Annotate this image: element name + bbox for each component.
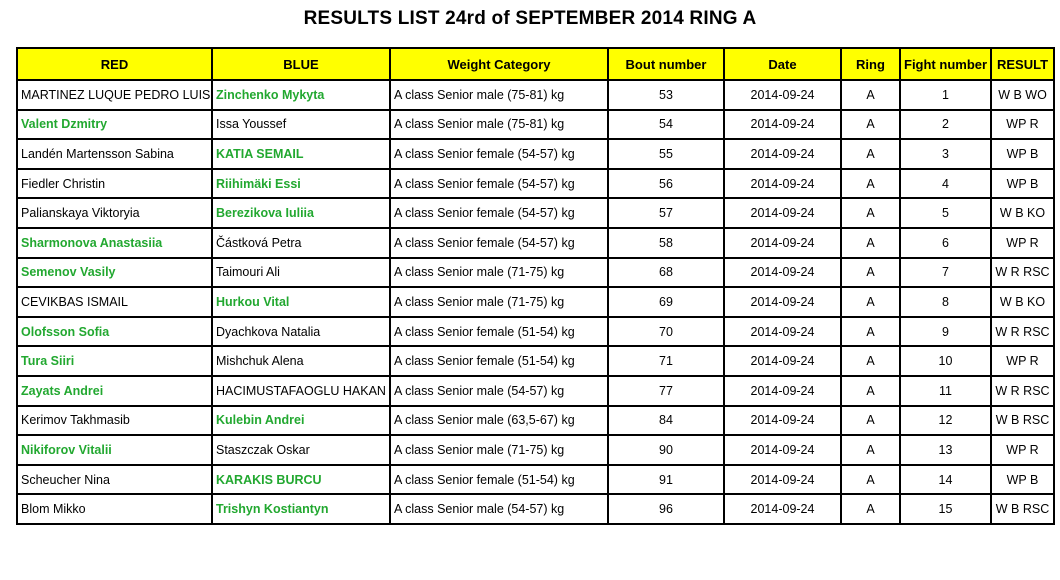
table-row [17,465,1054,495]
table-row [17,494,1054,524]
red-corner-cell: MARTINEZ LUQUE PEDRO LUIS [17,80,212,110]
column-header-result: RESULT [991,48,1054,80]
red-corner-cell: Scheucher Nina [17,465,212,495]
red-corner-cell: Nikiforov Vitalii [17,435,212,465]
blue-corner-cell: Dyachkova Natalia [212,317,390,347]
result-cell: WP R [991,228,1054,258]
blue-corner-cell: Taimouri Ali [212,258,390,288]
red-corner-cell: Blom Mikko [17,494,212,524]
fight-number-cell: 1 [900,80,991,110]
date-cell: 2014-09-24 [724,258,841,288]
weight-category-cell: A class Senior female (54-57) kg [390,228,608,258]
fight-number-cell: 3 [900,139,991,169]
bout-number-cell: 70 [608,317,724,347]
result-cell: WP R [991,346,1054,376]
blue-corner-cell: Trishyn Kostiantyn [212,494,390,524]
ring-cell: A [841,110,900,140]
date-cell: 2014-09-24 [724,139,841,169]
ring-cell: A [841,139,900,169]
weight-category-cell: A class Senior male (54-57) kg [390,376,608,406]
column-header-blue: BLUE [212,48,390,80]
bout-number-cell: 91 [608,465,724,495]
date-cell: 2014-09-24 [724,198,841,228]
result-cell: WP R [991,110,1054,140]
table-row [17,376,1054,406]
table-row [17,80,1054,110]
date-cell: 2014-09-24 [724,80,841,110]
red-corner-cell: CEVIKBAS ISMAIL [17,287,212,317]
weight-category-cell: A class Senior female (54-57) kg [390,139,608,169]
bout-number-cell: 58 [608,228,724,258]
table-row [17,258,1054,288]
date-cell: 2014-09-24 [724,494,841,524]
date-cell: 2014-09-24 [724,287,841,317]
ring-cell: A [841,376,900,406]
bout-number-cell: 57 [608,198,724,228]
ring-cell: A [841,346,900,376]
date-cell: 2014-09-24 [724,346,841,376]
bout-number-cell: 96 [608,494,724,524]
bout-number-cell: 69 [608,287,724,317]
weight-category-cell: A class Senior male (71-75) kg [390,435,608,465]
table-row [17,406,1054,436]
red-corner-cell: Sharmonova Anastasiia [17,228,212,258]
bout-number-cell: 54 [608,110,724,140]
table-row [17,110,1054,140]
ring-cell: A [841,198,900,228]
table-row [17,228,1054,258]
blue-corner-cell: Zinchenko Mykyta [212,80,390,110]
date-cell: 2014-09-24 [724,317,841,347]
date-cell: 2014-09-24 [724,376,841,406]
result-cell: WP B [991,139,1054,169]
date-cell: 2014-09-24 [724,228,841,258]
weight-category-cell: A class Senior male (71-75) kg [390,258,608,288]
fight-number-cell: 7 [900,258,991,288]
fight-number-cell: 9 [900,317,991,347]
weight-category-cell: A class Senior female (51-54) kg [390,465,608,495]
ring-cell: A [841,435,900,465]
ring-cell: A [841,228,900,258]
ring-cell: A [841,494,900,524]
ring-cell: A [841,169,900,199]
blue-corner-cell: Částková Petra [212,228,390,258]
blue-corner-cell: KARAKIS BURCU [212,465,390,495]
blue-corner-cell: Riihimäki Essi [212,169,390,199]
bout-number-cell: 55 [608,139,724,169]
blue-corner-cell: KATIA SEMAIL [212,139,390,169]
table-row [17,198,1054,228]
ring-cell: A [841,406,900,436]
bout-number-cell: 71 [608,346,724,376]
table-row [17,169,1054,199]
result-cell: WP B [991,169,1054,199]
bout-number-cell: 77 [608,376,724,406]
blue-corner-cell: Mishchuk Alena [212,346,390,376]
bout-number-cell: 56 [608,169,724,199]
red-corner-cell: Palianskaya Viktoryia [17,198,212,228]
red-corner-cell: Kerimov Takhmasib [17,406,212,436]
table-row [17,317,1054,347]
table-row [17,139,1054,169]
weight-category-cell: A class Senior male (63,5-67) kg [390,406,608,436]
page-title: RESULTS LIST 24rd of SEPTEMBER 2014 RING A [303,8,757,29]
column-header-ring: Ring [841,48,900,80]
weight-category-cell: A class Senior female (51-54) kg [390,317,608,347]
result-cell: W B KO [991,198,1054,228]
red-corner-cell: Olofsson Sofia [17,317,212,347]
table-header-row [17,48,1054,80]
ring-cell: A [841,317,900,347]
red-corner-cell: Semenov Vasily [17,258,212,288]
column-header-bout-number: Bout number [608,48,724,80]
date-cell: 2014-09-24 [724,406,841,436]
result-cell: W B RSC [991,494,1054,524]
result-cell: W B WO [991,80,1054,110]
result-cell: WP R [991,435,1054,465]
bout-number-cell: 90 [608,435,724,465]
weight-category-cell: A class Senior female (51-54) kg [390,346,608,376]
result-cell: W B KO [991,287,1054,317]
column-header-fight-number: Fight number [900,48,991,80]
table-row [17,435,1054,465]
ring-cell: A [841,258,900,288]
weight-category-cell: A class Senior female (54-57) kg [390,169,608,199]
result-cell: W R RSC [991,317,1054,347]
red-corner-cell: Fiedler Christin [17,169,212,199]
date-cell: 2014-09-24 [724,169,841,199]
result-cell: WP B [991,465,1054,495]
red-corner-cell: Zayats Andrei [17,376,212,406]
ring-cell: A [841,80,900,110]
fight-number-cell: 8 [900,287,991,317]
weight-category-cell: A class Senior male (71-75) kg [390,287,608,317]
weight-category-cell: A class Senior female (54-57) kg [390,198,608,228]
fight-number-cell: 13 [900,435,991,465]
bout-number-cell: 68 [608,258,724,288]
fight-number-cell: 11 [900,376,991,406]
weight-category-cell: A class Senior male (75-81) kg [390,110,608,140]
blue-corner-cell: Berezikova Iuliia [212,198,390,228]
blue-corner-cell: HACIMUSTAFAOGLU HAKAN [212,376,390,406]
blue-corner-cell: Staszczak Oskar [212,435,390,465]
result-cell: W R RSC [991,258,1054,288]
column-header-date: Date [724,48,841,80]
red-corner-cell: Tura Siiri [17,346,212,376]
results-table [16,47,1055,525]
fight-number-cell: 2 [900,110,991,140]
fight-number-cell: 14 [900,465,991,495]
date-cell: 2014-09-24 [724,465,841,495]
bout-number-cell: 84 [608,406,724,436]
blue-corner-cell: Issa Youssef [212,110,390,140]
blue-corner-cell: Kulebin Andrei [212,406,390,436]
bout-number-cell: 53 [608,80,724,110]
table-body [17,80,1054,524]
fight-number-cell: 10 [900,346,991,376]
column-header-weight-category: Weight Category [390,48,608,80]
ring-cell: A [841,287,900,317]
ring-cell: A [841,465,900,495]
table-row [17,287,1054,317]
fight-number-cell: 6 [900,228,991,258]
red-corner-cell: Landén Martensson Sabina [17,139,212,169]
fight-number-cell: 5 [900,198,991,228]
column-header-red: RED [17,48,212,80]
red-corner-cell: Valent Dzmitry [17,110,212,140]
blue-corner-cell: Hurkou Vital [212,287,390,317]
result-cell: W B RSC [991,406,1054,436]
fight-number-cell: 4 [900,169,991,199]
date-cell: 2014-09-24 [724,435,841,465]
date-cell: 2014-09-24 [724,110,841,140]
weight-category-cell: A class Senior male (75-81) kg [390,80,608,110]
result-cell: W R RSC [991,376,1054,406]
fight-number-cell: 12 [900,406,991,436]
weight-category-cell: A class Senior male (54-57) kg [390,494,608,524]
table-row [17,346,1054,376]
fight-number-cell: 15 [900,494,991,524]
